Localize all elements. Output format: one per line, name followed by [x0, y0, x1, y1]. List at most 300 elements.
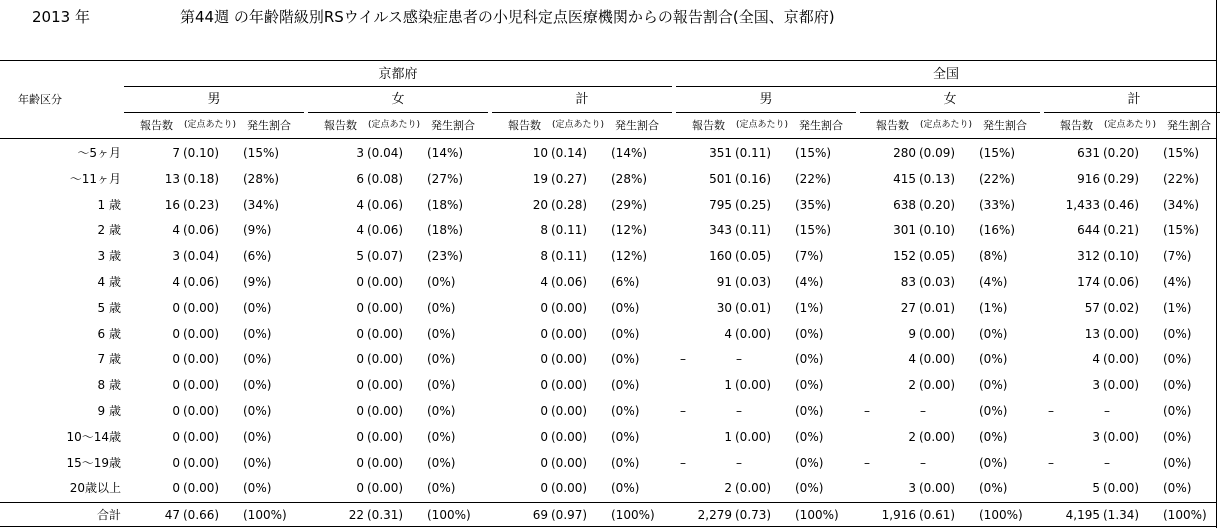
cell-count-5-5: 174 — [1077, 275, 1100, 289]
rule-sub-1 — [308, 112, 488, 113]
cell-per-site-12-1: (0.00) — [367, 455, 404, 470]
cell-per-site-13-5: (0.00) — [1103, 481, 1140, 496]
cell-rate-11-0: (0%) — [243, 429, 272, 444]
cell-per-site-6-0: (0.00) — [183, 300, 220, 315]
cell-count-7-5: 13 — [1084, 326, 1100, 341]
cell-per-site-8-4: (0.00) — [919, 352, 956, 367]
cell-rate-11-3: (0%) — [795, 429, 824, 444]
cell-count-3-0: 4 — [172, 223, 180, 238]
cell-rate-2-0: (34%) — [243, 197, 280, 212]
cell-rate-5-5: (4%) — [1163, 275, 1192, 289]
cell-rate-0-0: (15%) — [243, 146, 280, 160]
cell-per-site-10-2: (0.00) — [551, 404, 588, 418]
sub-title-1-1: 女 — [943, 92, 957, 107]
age-label-3: 2 歳 — [97, 223, 121, 238]
cell-rate-10-1: (0%) — [427, 404, 456, 418]
cell-per-site-12-0: (0.00) — [183, 455, 220, 470]
cell-per-site-7-4: (0.00) — [919, 326, 956, 341]
col-header-count-1: 報告数 — [324, 119, 357, 132]
cell-rate-4-0: (6%) — [243, 249, 272, 264]
cell-rate-4-5: (7%) — [1163, 249, 1192, 264]
cell-per-site-12-4: – — [920, 455, 926, 470]
col-header-count-3: 報告数 — [692, 119, 725, 132]
cell-count-3-2: 8 — [540, 223, 548, 238]
cell-rate-1-4: (22%) — [979, 171, 1016, 186]
sub-title-1-0: 男 — [759, 92, 773, 107]
rule-sub-2 — [492, 112, 672, 113]
cell-rate-3-0: (9%) — [243, 223, 272, 238]
cell-per-site-5-0: (0.06) — [183, 275, 220, 289]
col-header-per-site-5: (定点あたり) — [1104, 120, 1157, 130]
cell-per-site-4-0: (0.04) — [183, 249, 220, 264]
cell-per-site-6-5: (0.02) — [1103, 300, 1140, 315]
cell-count-total-3: 2,279 — [697, 508, 732, 522]
cell-count-11-5: 3 — [1092, 429, 1100, 444]
age-label-1: 〜11ヶ月 — [69, 171, 121, 186]
cell-per-site-2-1: (0.06) — [367, 197, 404, 212]
cell-rate-total-2: (100%) — [611, 508, 655, 522]
age-label-10: 9 歳 — [97, 404, 121, 418]
cell-rate-13-1: (0%) — [427, 481, 456, 496]
cell-count-total-1: 22 — [348, 508, 364, 522]
cell-count-3-4: 301 — [893, 223, 916, 238]
cell-per-site-9-3: (0.00) — [735, 378, 772, 393]
cell-count-0-2: 10 — [532, 146, 548, 160]
cell-count-9-1: 0 — [356, 378, 364, 393]
cell-count-12-0: 0 — [172, 455, 180, 470]
cell-count-4-2: 8 — [540, 249, 548, 264]
cell-rate-9-1: (0%) — [427, 378, 456, 393]
cell-rate-3-5: (15%) — [1163, 223, 1200, 238]
col-header-per-site-0: (定点あたり) — [184, 120, 237, 130]
cell-per-site-8-0: (0.00) — [183, 352, 220, 367]
cell-count-11-2: 0 — [540, 429, 548, 444]
age-label-2: 1 歳 — [97, 197, 121, 212]
rule-region-0 — [124, 86, 672, 87]
cell-per-site-3-0: (0.06) — [183, 223, 220, 238]
cell-count-2-5: 1,433 — [1065, 197, 1100, 212]
cell-per-site-7-5: (0.00) — [1103, 326, 1140, 341]
cell-per-site-6-1: (0.00) — [367, 300, 404, 315]
cell-per-site-13-0: (0.00) — [183, 481, 220, 496]
cell-count-3-3: 343 — [709, 223, 732, 238]
cell-per-site-11-2: (0.00) — [551, 429, 588, 444]
cell-count-9-2: 0 — [540, 378, 548, 393]
cell-count-6-5: 57 — [1084, 300, 1100, 315]
cell-per-site-7-1: (0.00) — [367, 326, 404, 341]
cell-count-4-1: 5 — [356, 249, 364, 264]
cell-count-7-1: 0 — [356, 326, 364, 341]
cell-rate-5-4: (4%) — [979, 275, 1008, 289]
col-header-per-site-1: (定点あたり) — [368, 120, 421, 130]
cell-per-site-0-2: (0.14) — [551, 146, 588, 160]
age-label-total: 合計 — [96, 508, 121, 522]
cell-per-site-8-3: – — [736, 352, 742, 367]
col-header-rate-0: 発生割合 — [247, 119, 291, 132]
cell-count-11-3: 1 — [724, 429, 732, 444]
cell-rate-13-3: (0%) — [795, 481, 824, 496]
cell-rate-8-4: (0%) — [979, 352, 1008, 367]
cell-count-12-1: 0 — [356, 455, 364, 470]
cell-per-site-5-4: (0.03) — [919, 275, 956, 289]
cell-count-8-2: 0 — [540, 352, 548, 367]
cell-count-3-1: 4 — [356, 223, 364, 238]
cell-rate-5-3: (4%) — [795, 275, 824, 289]
cell-count-13-3: 2 — [724, 481, 732, 496]
cell-per-site-11-5: (0.00) — [1103, 429, 1140, 444]
cell-rate-7-0: (0%) — [243, 326, 272, 341]
rule-sub-5 — [1044, 112, 1220, 113]
cell-per-site-9-0: (0.00) — [183, 378, 220, 393]
rule-region-1 — [676, 86, 1216, 87]
cell-rate-9-2: (0%) — [611, 378, 640, 393]
cell-rate-12-3: (0%) — [795, 455, 824, 470]
cell-rate-5-1: (0%) — [427, 275, 456, 289]
cell-count-9-0: 0 — [172, 378, 180, 393]
cell-count-total-0: 47 — [164, 508, 180, 522]
col-header-count-0: 報告数 — [140, 119, 173, 132]
cell-per-site-1-2: (0.27) — [551, 171, 588, 186]
cell-per-site-total-1: (0.31) — [367, 508, 404, 522]
cell-rate-1-3: (22%) — [795, 171, 832, 186]
rule-bottom — [0, 526, 1216, 527]
rule-top — [0, 60, 1216, 61]
report-year: 2013 年 — [32, 8, 90, 26]
cell-count-total-5: 4,195 — [1065, 508, 1100, 522]
cell-per-site-8-5: (0.00) — [1103, 352, 1140, 367]
cell-rate-10-0: (0%) — [243, 404, 272, 418]
cell-rate-6-3: (1%) — [795, 300, 824, 315]
cell-rate-0-2: (14%) — [611, 146, 648, 160]
cell-rate-6-0: (0%) — [243, 300, 272, 315]
col-header-rate-2: 発生割合 — [615, 119, 659, 132]
age-label-7: 6 歳 — [97, 326, 121, 341]
cell-per-site-9-5: (0.00) — [1103, 378, 1140, 393]
cell-per-site-11-1: (0.00) — [367, 429, 404, 444]
cell-per-site-4-2: (0.11) — [551, 249, 588, 264]
col-header-per-site-2: (定点あたり) — [552, 120, 605, 130]
cell-rate-9-0: (0%) — [243, 378, 272, 393]
cell-rate-13-0: (0%) — [243, 481, 272, 496]
cell-rate-11-1: (0%) — [427, 429, 456, 444]
cell-per-site-2-4: (0.20) — [919, 197, 956, 212]
cell-per-site-11-0: (0.00) — [183, 429, 220, 444]
cell-per-site-6-2: (0.00) — [551, 300, 588, 315]
cell-per-site-3-3: (0.11) — [735, 223, 772, 238]
cell-per-site-2-3: (0.25) — [735, 197, 772, 212]
cell-count-1-2: 19 — [532, 171, 548, 186]
cell-count-2-1: 4 — [356, 197, 364, 212]
cell-count-0-0: 7 — [172, 146, 180, 160]
cell-count-12-3: – — [680, 455, 686, 470]
cell-rate-10-4: (0%) — [979, 404, 1008, 418]
cell-per-site-2-2: (0.28) — [551, 197, 588, 212]
cell-rate-3-3: (15%) — [795, 223, 832, 238]
cell-per-site-5-3: (0.03) — [735, 275, 772, 289]
cell-per-site-13-4: (0.00) — [919, 481, 956, 496]
col-header-per-site-4: (定点あたり) — [920, 120, 973, 130]
cell-count-10-5: – — [1048, 404, 1054, 418]
cell-rate-6-4: (1%) — [979, 300, 1008, 315]
col-header-per-site-3: (定点あたり) — [736, 120, 789, 130]
cell-rate-total-0: (100%) — [243, 508, 287, 522]
cell-rate-0-5: (15%) — [1163, 146, 1200, 160]
cell-count-6-4: 27 — [900, 300, 916, 315]
cell-per-site-2-0: (0.23) — [183, 197, 220, 212]
cell-per-site-8-2: (0.00) — [551, 352, 588, 367]
rule-right-edge — [1216, 0, 1217, 528]
sub-title-1-2: 計 — [1127, 92, 1141, 107]
cell-rate-7-3: (0%) — [795, 326, 824, 341]
cell-per-site-1-4: (0.13) — [919, 171, 956, 186]
cell-rate-8-5: (0%) — [1163, 352, 1192, 367]
cell-rate-3-4: (16%) — [979, 223, 1016, 238]
cell-count-4-4: 152 — [893, 249, 916, 264]
region-title-0: 京都府 — [378, 67, 418, 82]
cell-per-site-8-1: (0.00) — [367, 352, 404, 367]
cell-per-site-11-4: (0.00) — [919, 429, 956, 444]
age-label-0: 〜5ヶ月 — [77, 146, 121, 160]
cell-count-5-2: 4 — [540, 275, 548, 289]
cell-count-6-0: 0 — [172, 300, 180, 315]
col-header-rate-5: 発生割合 — [1167, 119, 1211, 132]
cell-rate-6-5: (1%) — [1163, 300, 1192, 315]
cell-rate-10-5: (0%) — [1163, 404, 1192, 418]
cell-rate-1-1: (27%) — [427, 171, 464, 186]
rule-sub-0 — [124, 112, 304, 113]
cell-rate-2-2: (29%) — [611, 197, 648, 212]
cell-per-site-0-1: (0.04) — [367, 146, 404, 160]
cell-rate-0-3: (15%) — [795, 146, 832, 160]
col-header-rate-3: 発生割合 — [799, 119, 843, 132]
age-label-4: 3 歳 — [97, 249, 121, 264]
cell-rate-11-5: (0%) — [1163, 429, 1192, 444]
cell-count-11-0: 0 — [172, 429, 180, 444]
age-label-9: 8 歳 — [97, 378, 121, 393]
cell-per-site-2-5: (0.46) — [1103, 197, 1140, 212]
cell-per-site-12-2: (0.00) — [551, 455, 588, 470]
cell-count-5-0: 4 — [172, 275, 180, 289]
cell-per-site-5-2: (0.06) — [551, 275, 588, 289]
cell-count-10-2: 0 — [540, 404, 548, 418]
cell-count-13-2: 0 — [540, 481, 548, 496]
age-label-13: 20歳以上 — [69, 481, 121, 496]
cell-count-7-3: 4 — [724, 326, 732, 341]
cell-per-site-0-5: (0.20) — [1103, 146, 1140, 160]
cell-per-site-10-5: – — [1104, 404, 1110, 418]
cell-per-site-1-1: (0.08) — [367, 171, 404, 186]
cell-count-5-4: 83 — [900, 275, 916, 289]
cell-count-7-0: 0 — [172, 326, 180, 341]
cell-rate-total-4: (100%) — [979, 508, 1023, 522]
col-header-count-4: 報告数 — [876, 119, 909, 132]
age-label-8: 7 歳 — [97, 352, 121, 367]
age-label-12: 15〜19歳 — [66, 455, 121, 470]
cell-rate-13-2: (0%) — [611, 481, 640, 496]
cell-per-site-total-2: (0.97) — [551, 508, 588, 522]
cell-per-site-4-4: (0.05) — [919, 249, 956, 264]
cell-count-total-2: 69 — [532, 508, 548, 522]
cell-count-5-3: 91 — [716, 275, 732, 289]
cell-count-4-5: 312 — [1077, 249, 1100, 264]
cell-count-1-4: 415 — [893, 171, 916, 186]
cell-rate-8-2: (0%) — [611, 352, 640, 367]
cell-per-site-10-3: – — [736, 404, 742, 418]
cell-rate-total-1: (100%) — [427, 508, 471, 522]
cell-rate-6-1: (0%) — [427, 300, 456, 315]
cell-rate-total-3: (100%) — [795, 508, 839, 522]
cell-per-site-7-0: (0.00) — [183, 326, 220, 341]
report-title: 第44週 の年齢階級別RSウイルス感染症患者の小児科定点医療機関からの報告割合(全国、京都府) — [180, 8, 835, 26]
cell-per-site-7-2: (0.00) — [551, 326, 588, 341]
cell-rate-2-3: (35%) — [795, 197, 832, 212]
cell-per-site-10-4: – — [920, 404, 926, 418]
cell-count-6-3: 30 — [716, 300, 732, 315]
cell-per-site-9-1: (0.00) — [367, 378, 404, 393]
cell-per-site-10-0: (0.00) — [183, 404, 220, 418]
cell-count-10-1: 0 — [356, 404, 364, 418]
cell-rate-1-0: (28%) — [243, 171, 280, 186]
col-header-rate-4: 発生割合 — [983, 119, 1027, 132]
cell-rate-0-4: (15%) — [979, 146, 1016, 160]
cell-per-site-0-0: (0.10) — [183, 146, 220, 160]
rule-header — [0, 138, 1216, 139]
cell-per-site-12-5: – — [1104, 455, 1110, 470]
cell-count-10-0: 0 — [172, 404, 180, 418]
age-column-header: 年齢区分 — [18, 93, 62, 106]
cell-count-9-5: 3 — [1092, 378, 1100, 393]
cell-per-site-13-1: (0.00) — [367, 481, 404, 496]
cell-count-2-4: 638 — [893, 197, 916, 212]
cell-count-4-3: 160 — [709, 249, 732, 264]
cell-count-11-4: 2 — [908, 429, 916, 444]
cell-count-11-1: 0 — [356, 429, 364, 444]
cell-rate-11-2: (0%) — [611, 429, 640, 444]
cell-count-12-5: – — [1048, 455, 1054, 470]
cell-count-10-4: – — [864, 404, 870, 418]
cell-rate-6-2: (0%) — [611, 300, 640, 315]
cell-rate-2-5: (34%) — [1163, 197, 1200, 212]
cell-rate-4-3: (7%) — [795, 249, 824, 264]
cell-rate-7-4: (0%) — [979, 326, 1008, 341]
cell-per-site-3-5: (0.21) — [1103, 223, 1140, 238]
cell-per-site-4-3: (0.05) — [735, 249, 772, 264]
cell-rate-2-1: (18%) — [427, 197, 464, 212]
cell-count-1-5: 916 — [1077, 171, 1100, 186]
cell-rate-total-5: (100%) — [1163, 508, 1207, 522]
cell-count-2-3: 795 — [709, 197, 732, 212]
cell-count-9-4: 2 — [908, 378, 916, 393]
cell-rate-13-5: (0%) — [1163, 481, 1192, 496]
cell-rate-11-4: (0%) — [979, 429, 1008, 444]
cell-count-total-4: 1,916 — [881, 508, 916, 522]
cell-per-site-total-0: (0.66) — [183, 508, 220, 522]
age-label-11: 10〜14歳 — [66, 429, 121, 444]
cell-rate-3-1: (18%) — [427, 223, 464, 238]
cell-count-13-5: 5 — [1092, 481, 1100, 496]
cell-rate-12-5: (0%) — [1163, 455, 1192, 470]
cell-count-0-5: 631 — [1077, 146, 1100, 160]
cell-per-site-5-1: (0.00) — [367, 275, 404, 289]
cell-rate-8-0: (0%) — [243, 352, 272, 367]
cell-rate-5-0: (9%) — [243, 275, 272, 289]
cell-count-7-4: 9 — [908, 326, 916, 341]
cell-per-site-9-4: (0.00) — [919, 378, 956, 393]
cell-rate-4-1: (23%) — [427, 249, 464, 264]
cell-per-site-4-5: (0.10) — [1103, 249, 1140, 264]
cell-count-0-3: 351 — [709, 146, 732, 160]
cell-per-site-12-3: – — [736, 455, 742, 470]
cell-rate-9-3: (0%) — [795, 378, 824, 393]
cell-per-site-10-1: (0.00) — [367, 404, 404, 418]
cell-rate-5-2: (6%) — [611, 275, 640, 289]
cell-rate-10-2: (0%) — [611, 404, 640, 418]
cell-rate-7-5: (0%) — [1163, 326, 1192, 341]
cell-per-site-11-3: (0.00) — [735, 429, 772, 444]
rule-total — [0, 502, 1216, 503]
cell-count-13-0: 0 — [172, 481, 180, 496]
sub-title-0-2: 計 — [575, 92, 589, 107]
cell-per-site-0-4: (0.09) — [919, 146, 956, 160]
cell-per-site-total-4: (0.61) — [919, 508, 956, 522]
cell-count-2-2: 20 — [532, 197, 548, 212]
cell-per-site-7-3: (0.00) — [735, 326, 772, 341]
cell-rate-9-4: (0%) — [979, 378, 1008, 393]
cell-count-1-0: 13 — [164, 171, 180, 186]
cell-count-1-1: 6 — [356, 171, 364, 186]
cell-per-site-3-2: (0.11) — [551, 223, 588, 238]
cell-rate-7-1: (0%) — [427, 326, 456, 341]
cell-count-13-1: 0 — [356, 481, 364, 496]
cell-per-site-13-3: (0.00) — [735, 481, 772, 496]
cell-count-12-4: – — [864, 455, 870, 470]
cell-count-0-1: 3 — [356, 146, 364, 160]
cell-count-8-1: 0 — [356, 352, 364, 367]
cell-count-1-3: 501 — [709, 171, 732, 186]
cell-per-site-4-1: (0.07) — [367, 249, 404, 264]
cell-rate-8-3: (0%) — [795, 352, 824, 367]
region-title-1: 全国 — [932, 67, 959, 82]
cell-per-site-total-3: (0.73) — [735, 508, 772, 522]
cell-rate-10-3: (0%) — [795, 404, 824, 418]
cell-rate-8-1: (0%) — [427, 352, 456, 367]
cell-rate-7-2: (0%) — [611, 326, 640, 341]
age-label-5: 4 歳 — [97, 275, 121, 289]
cell-count-3-5: 644 — [1077, 223, 1100, 238]
cell-per-site-1-5: (0.29) — [1103, 171, 1140, 186]
cell-per-site-1-0: (0.18) — [183, 171, 220, 186]
cell-per-site-13-2: (0.00) — [551, 481, 588, 496]
cell-per-site-3-4: (0.10) — [919, 223, 956, 238]
cell-per-site-9-2: (0.00) — [551, 378, 588, 393]
cell-rate-12-2: (0%) — [611, 455, 640, 470]
cell-count-9-3: 1 — [724, 378, 732, 393]
cell-rate-2-4: (33%) — [979, 197, 1016, 212]
cell-per-site-6-4: (0.01) — [919, 300, 956, 315]
cell-count-13-4: 3 — [908, 481, 916, 496]
cell-rate-1-2: (28%) — [611, 171, 648, 186]
cell-per-site-3-1: (0.06) — [367, 223, 404, 238]
cell-count-10-3: – — [680, 404, 686, 418]
cell-count-2-0: 16 — [164, 197, 180, 212]
cell-rate-3-2: (12%) — [611, 223, 648, 238]
cell-count-5-1: 0 — [356, 275, 364, 289]
cell-rate-13-4: (0%) — [979, 481, 1008, 496]
sub-title-0-1: 女 — [391, 92, 405, 107]
cell-rate-9-5: (0%) — [1163, 378, 1192, 393]
cell-per-site-total-5: (1.34) — [1103, 508, 1140, 522]
cell-count-6-1: 0 — [356, 300, 364, 315]
